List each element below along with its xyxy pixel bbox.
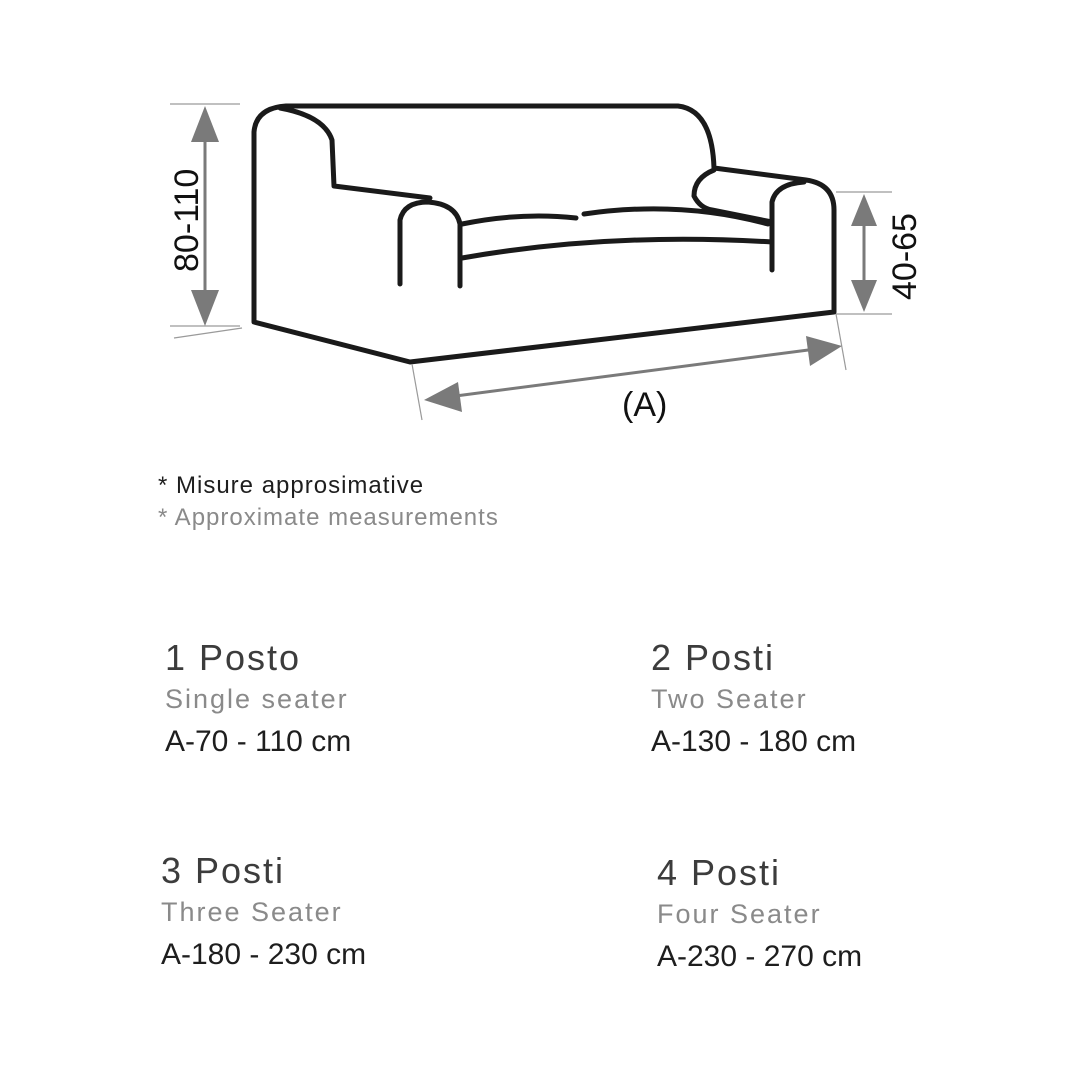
note-italian: * Misure approsimative	[158, 472, 425, 499]
size-range: A-130 - 180 cm	[651, 725, 857, 758]
sofa-diagram	[0, 0, 1080, 440]
left-arm-top	[280, 108, 430, 198]
height-label: 80-110	[168, 168, 206, 272]
size-four-seater	[657, 853, 987, 975]
size-range: A-230 - 270 cm	[657, 940, 863, 973]
size-single-seater	[165, 638, 495, 760]
size-title: 4 Posti	[657, 852, 782, 893]
size-two-seater	[651, 638, 981, 760]
size-subtitle: Four Seater	[657, 899, 822, 929]
size-subtitle: Single seater	[165, 684, 349, 714]
right-arm-front	[772, 182, 804, 270]
seat-cushion-left	[462, 216, 576, 224]
seat-height-arrow	[851, 194, 877, 312]
seat-cushion-right	[584, 209, 768, 224]
size-subtitle: Two Seater	[651, 684, 808, 714]
size-range: A-70 - 110 cm	[165, 725, 352, 758]
sofa-outline-icon	[254, 106, 834, 362]
size-three-seater	[161, 851, 491, 973]
sofa-body	[254, 106, 834, 362]
size-subtitle: Three Seater	[161, 897, 343, 927]
left-arm-front	[400, 202, 460, 286]
guide-lines	[170, 104, 892, 420]
size-title: 1 Posto	[165, 637, 302, 678]
size-title: 3 Posti	[161, 850, 286, 891]
note-english: * Approximate measurements	[158, 504, 499, 531]
size-title: 2 Posti	[651, 637, 776, 678]
notes	[158, 470, 499, 534]
size-range: A-180 - 230 cm	[161, 938, 367, 971]
seat-height-label: 40-65	[886, 213, 924, 300]
seat-front-edge	[462, 239, 772, 258]
width-label: (A)	[622, 386, 668, 424]
